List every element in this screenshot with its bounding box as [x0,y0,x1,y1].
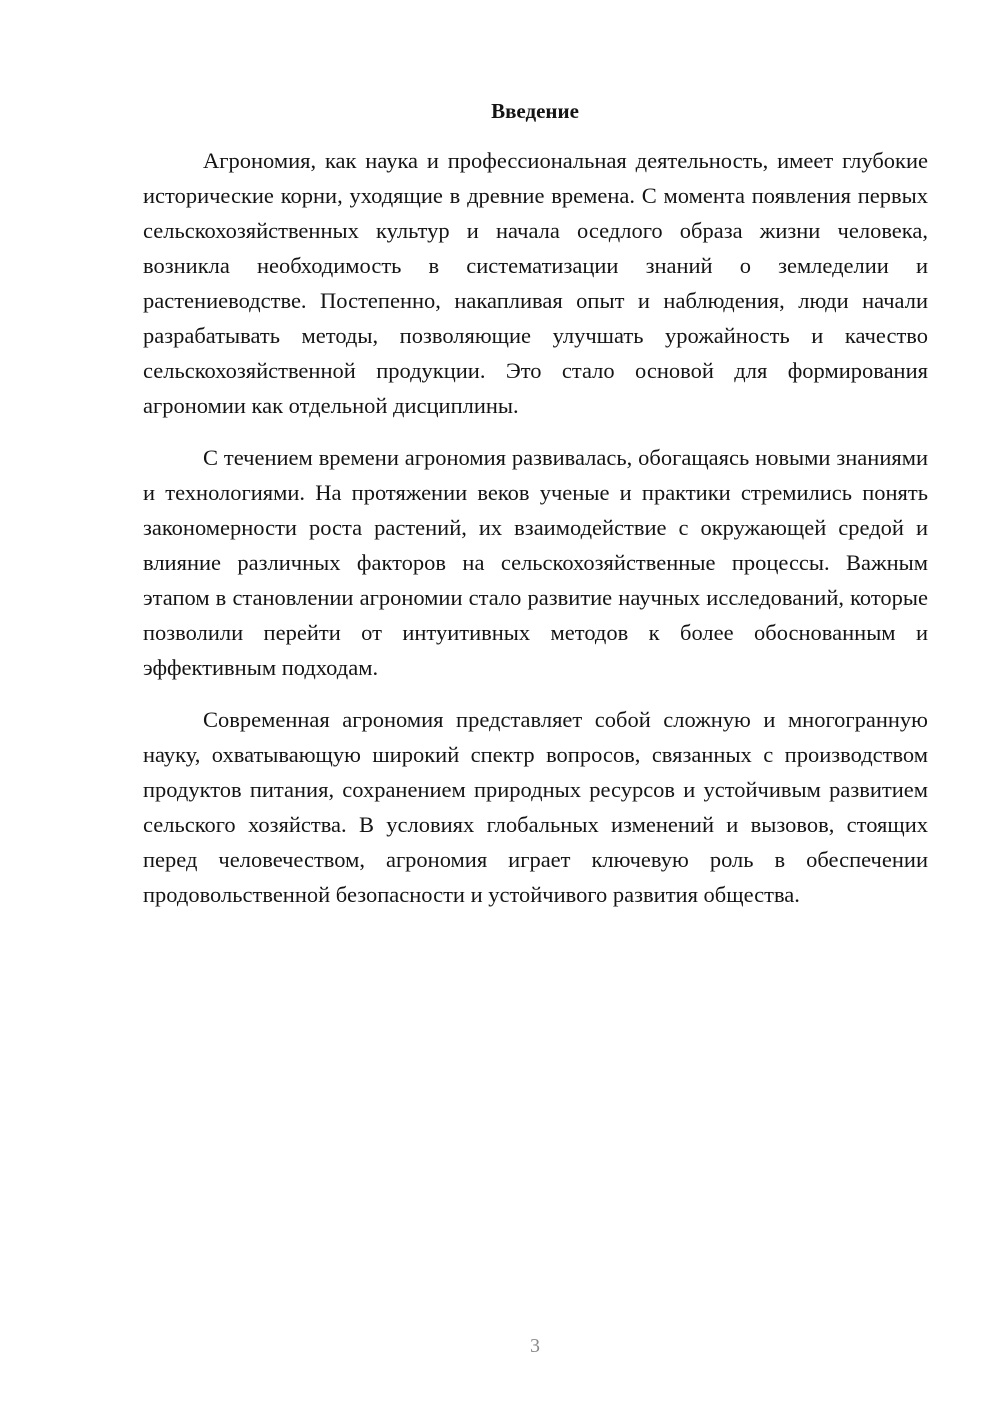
paragraph-3: Современная агрономия представляет собой сложную и многогранную науку, охватывающую широкий спектр вопросов, связанных с производством продуктов питания, сохранением природных ресурсов и устойчивым развитием сельского хозяйства. В условиях глобальных изменений и вызовов, стоящих перед человечеством, агрономия играет ключевую роль в обеспечении продовольственной безопасности и устойчивого развития общества. [143,707,928,907]
paragraph-1: Агрономия, как наука и профессиональная деятельность, имеет глубокие исторические корни, уходящие в древние времена. С момента появления первых сельскохозяйственных культур и начала оседлого образа жизни человека, возникла необходимость в систематизации знаний о земледелии и растениеводстве. Постепенно, накапливая опыт и наблюдения, люди начали разрабатывать методы, позволяющие улучшать урожайность и качество сельскохозяйственной продукции. Это стало основой для формирования агрономии как отдельной дисциплины. [143,148,928,418]
page-title: Введение [491,99,579,123]
paragraph-2: С течением времени агрономия развивалась, обогащаясь новыми знаниями и технологиями. На протяжении веков ученые и практики стремились понять закономерности роста растений, их взаимодействие с окружающей средой и влияние различных факторов на сельскохозяйственные процессы. Важным этапом в становлении агрономии стало развитие научных исследований, которые позволили перейти от интуитивных методов к более обоснованным и эффективным подходам. [143,445,928,680]
body-text [143,143,928,929]
page-number: 3 [530,1335,540,1357]
